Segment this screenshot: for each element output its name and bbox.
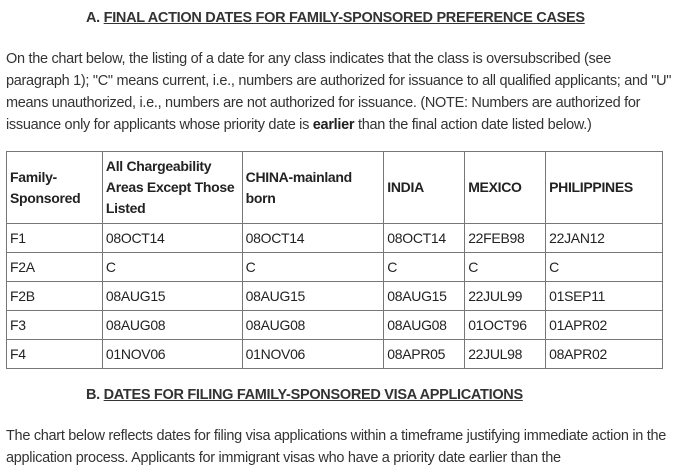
- table-cell: 08AUG15: [384, 282, 465, 311]
- header-philippines: PHILIPPINES: [546, 152, 663, 224]
- table-cell: 01NOV06: [102, 340, 242, 369]
- table-cell: 08AUG08: [242, 311, 384, 340]
- table-cell: 01OCT96: [465, 311, 546, 340]
- table-cell: 22JUL98: [465, 340, 546, 369]
- intro-paragraph: [6, 48, 674, 136]
- bottom-paragraph: The chart below reflects dates for filing visa applications within a timeframe justifying immediate action in the application process. Applicants for immigrant visas who have a priority date earlier than the: [6, 428, 667, 466]
- table-cell: F1: [7, 224, 103, 253]
- section-a-letter: A.: [86, 10, 100, 26]
- intro-text-before: On the chart below, the listing of a date for any class indicates that the class is oversubscribed (see paragraph 1); "C" means current, i.e., numbers are authorized for issuance to all qualified applicants; and "U" means unauthorized, i.e., numbers are not authorized for issuance. (NOTE: Numbers are authorized for issuance only for applicants whose priority date is: [6, 51, 672, 133]
- header-mexico: MEXICO: [465, 152, 546, 224]
- header-family-sponsored: Family-Sponsored: [7, 152, 103, 224]
- table-cell: 08AUG15: [102, 282, 242, 311]
- table-cell: C: [546, 253, 663, 282]
- table-cell: 08OCT14: [242, 224, 384, 253]
- table-cell: C: [465, 253, 546, 282]
- header-india: INDIA: [384, 152, 465, 224]
- table-cell: C: [242, 253, 384, 282]
- table-cell: 22FEB98: [465, 224, 546, 253]
- table-row: [7, 282, 663, 311]
- table-cell: 22JAN12: [546, 224, 663, 253]
- table-cell: 08APR02: [546, 340, 663, 369]
- table-cell: 01NOV06: [242, 340, 384, 369]
- table-cell: F2B: [7, 282, 103, 311]
- table-cell: 01APR02: [546, 311, 663, 340]
- table-row: [7, 311, 663, 340]
- table-cell: 08AUG08: [384, 311, 465, 340]
- table-cell: 08APR05: [384, 340, 465, 369]
- table-cell: C: [384, 253, 465, 282]
- section-b-letter: B.: [86, 387, 100, 403]
- table-cell: 08AUG15: [242, 282, 384, 311]
- table-row: [7, 224, 663, 253]
- table-row: [7, 253, 663, 282]
- intro-emphasis: earlier: [312, 117, 355, 133]
- table-cell: 08AUG08: [102, 311, 242, 340]
- section-b-title: DATES FOR FILING FAMILY-SPONSORED VISA APPLICATIONS: [103, 387, 523, 403]
- intro-text-after: than the final action date listed below.): [354, 117, 592, 133]
- section-b-heading: [86, 387, 523, 403]
- section-a-title: FINAL ACTION DATES FOR FAMILY-SPONSORED PREFERENCE CASES: [103, 10, 585, 26]
- table-cell: F3: [7, 311, 103, 340]
- table-cell: F4: [7, 340, 103, 369]
- section-a-heading: [86, 10, 585, 26]
- table-cell: C: [102, 253, 242, 282]
- table-cell: F2A: [7, 253, 103, 282]
- header-all-chargeability: All Chargeability Areas Except Those Listed: [102, 152, 242, 224]
- table-cell: 22JUL99: [465, 282, 546, 311]
- table-row: [7, 340, 663, 369]
- table-header-row: [7, 152, 663, 224]
- table-cell: 08OCT14: [102, 224, 242, 253]
- header-china: CHINA-mainland born: [242, 152, 384, 224]
- table-cell: 08OCT14: [384, 224, 465, 253]
- final-action-dates-table: [6, 151, 663, 369]
- table-cell: 01SEP11: [546, 282, 663, 311]
